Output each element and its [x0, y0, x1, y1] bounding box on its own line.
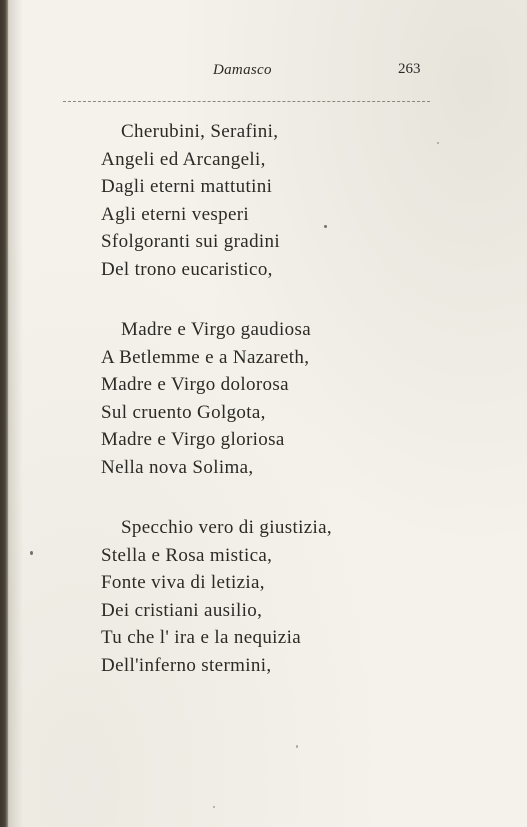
verse-line: Madre e Virgo gloriosa [101, 429, 285, 451]
verse-line: Sul cruento Golgota, [101, 401, 266, 423]
stanza-3 [101, 514, 332, 680]
paper-speck [324, 225, 327, 228]
verse-line: Cherubini, Serafini, [121, 121, 279, 142]
verse-line: Dei cristiani ausilio, [101, 599, 263, 621]
verse-line: Madre e Virgo dolorosa [101, 374, 289, 396]
verse-line: Dagli eterni mattutini [101, 176, 273, 198]
page-number: 263 [398, 61, 421, 77]
verse-line: Tu che l' ira e la nequizia [101, 627, 301, 649]
verse-line: Dell'inferno stermini, [101, 654, 272, 676]
verse-line: Fonte viva di letizia, [101, 572, 265, 594]
verse-line: Agli eterni vesperi [101, 203, 250, 225]
verse-line: Specchio vero di giustizia, [121, 517, 333, 538]
header-rule [63, 101, 430, 102]
stanza-2 [101, 316, 311, 482]
verse-line: Del trono eucaristico, [101, 258, 273, 280]
verse-line: Angeli ed Arcangeli, [101, 148, 266, 170]
paper-speck [437, 142, 439, 144]
gutter-shadow [9, 0, 23, 827]
paper-speck [30, 551, 33, 555]
verse-line: Nella nova Solima, [101, 456, 254, 478]
book-spine-edge [0, 0, 9, 827]
verse-line: A Betlemme e a Nazareth, [101, 346, 310, 368]
verse-line: Madre e Virgo gaudiosa [121, 319, 312, 340]
verse-line: Sfolgoranti sui gradini [101, 231, 281, 253]
verse-line: Stella e Rosa mistica, [101, 544, 273, 566]
paper-speck [296, 745, 298, 748]
paper-speck [213, 806, 215, 808]
running-head: Damasco [213, 62, 272, 78]
stanza-1 [101, 118, 280, 284]
